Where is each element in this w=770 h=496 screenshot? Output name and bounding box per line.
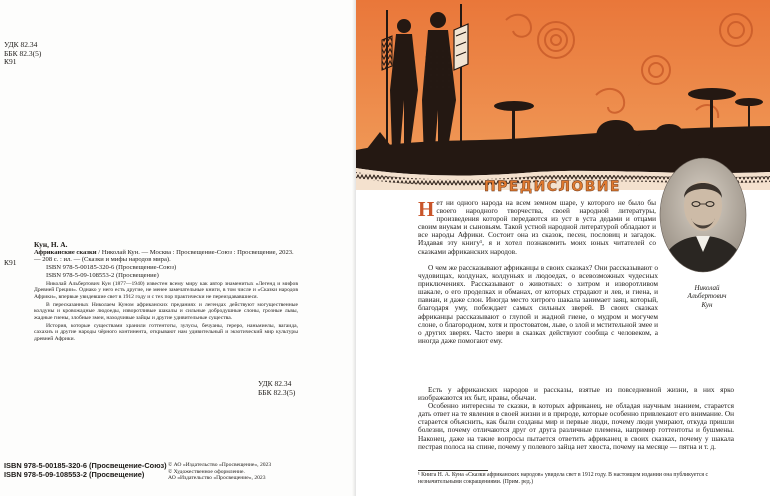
preface-text-lower: [418, 386, 734, 451]
caption-line: Николай: [694, 284, 720, 292]
bib-author: Кун, Н. А.: [34, 240, 68, 249]
author-portrait: [658, 156, 748, 274]
bbk-line: ББК 82.3(5): [4, 48, 42, 58]
preface-page: [356, 0, 770, 496]
udc-line: УДК 82.34: [258, 379, 292, 388]
imprint-page: [0, 0, 356, 496]
drop-cap: Н: [418, 197, 435, 221]
bib-annotation-1: Николай Альбертович Кун (1877—1940) известен всему миру как автор знаменитых «Легенд и мифов Древней Греции». Однако у него есть другие, не менее замечательные книги, в том числе и «Сказки народов Африки», впервые увидевшие свет в 1912 году и с тех пор практически не переиздававшиеся.: [34, 280, 298, 300]
bib-description: [34, 249, 298, 264]
udc-line: УДК 82.34: [4, 40, 38, 49]
author-mark-side: К91: [4, 258, 17, 267]
copyright-block: [168, 462, 352, 482]
paragraph-1: [418, 199, 656, 256]
udc-block-bottom: [258, 380, 295, 397]
paragraph-2: О чем же рассказывают африканцы в своих сказках? Они рассказывают о чудовищах, колдунах, колдуньях и людоедах, о всевозможных чудесных приключениях. Рассказывают о животных: о хитром и изворотливом шакале, о его проделках и обманах, от которых страдают и лев, и гиена, и павиан, и даже слон. Иногда место хитрого шакала занимает заяц, который, благодаря уму, побеждает самых сильных зверей. В своих сказках африканцы рассказывают о глупой и жадной гиене, о мудром и могучем слоне, о благородном, хотя и простоватом, льве, о злой и мстительной змее и о других зверях. Часто звери в сказках действуют сообща с человеком, а иногда даже помогают ему.: [418, 263, 658, 345]
bib-isbn-2: ISBN 978-5-09-108553-2 (Просвещение): [46, 271, 159, 279]
bib-title: Африканские сказки: [34, 248, 97, 256]
footnote-divider: [418, 470, 488, 471]
preface-text-wide: [418, 264, 734, 345]
bbk-line: ББК 82.3(5): [258, 387, 296, 397]
chapter-title: [484, 178, 621, 196]
copyright-line: © АО «Издательство «Просвещение», 2023: [168, 462, 272, 468]
preface-text-narrow: [418, 199, 656, 256]
bib-rest: / Николай Кун. — Москва : Просвещение-Союз : Просвещение, 2023. — 208 с. : ил. — (Сказки и мифы народов мира).: [34, 248, 294, 264]
bib-annotation-3: История, которые существами хранили готтентоты, зулусы, бечуаны, гереро, наньмиелы, вагаида, сахахиъ и другие народы чёрного континента, открывают нам удивительный и экзотический мир культуры древней Африки.: [34, 322, 298, 343]
paragraph-4: Особенно интересны те сказки, в которых африканец, не обладая научным знанием, старается дать ответ на те явления в своей жизни и в природе, которые особенно привлекают его внимание. Он старается объяснить, как были созданы мир и первые люди, почему люди умирают, откуда пришли болезни, почему отличаются друг от друга различные племена, например готтентоты и бушмены. Наконец, даже на такие вопросы пытается ответить африканец в своих сказках, почему у шакала пестрая полоса на спине, почему у полевого зайца нет хвоста, почему на месяце — пятна и т. д.: [418, 401, 734, 451]
udc-block-top: [4, 41, 41, 67]
copyright-line: © Художественное оформление.: [168, 468, 245, 475]
paragraph-1-text: ет ни одного народа на всем земном шаре, у которого не было бы своего народного творчества, своей народной литературы, произведения которой передаются из уст в уста дедами и отцами своим внукам и сыновьям. Такой устной народной литературой обладают и все народы Африки. Состоит она из сказок, песен, пословиц и загадок. Издавая эту книгу¹, я и хотел познакомить моих юных читателей со сказками африканских народов.: [418, 198, 656, 256]
isbn-block: [4, 462, 167, 479]
author-mark: К91: [4, 57, 17, 67]
isbn-line: ISBN 978-5-00185-320-6 (Просвещение-Союз): [4, 461, 167, 470]
caption-line: Кун: [701, 300, 713, 309]
copyright-line: АО «Издательство «Просвещение», 2023: [168, 475, 266, 482]
preface-title: ПРЕДИСЛОВИЕ: [484, 179, 621, 195]
paragraph-3: Есть у африканских народов и рассказы, взятые из повседневной жизни, в них ярко изображаются их быт, нравы, обычаи.: [418, 385, 734, 403]
caption-line: Альбертович: [687, 292, 727, 301]
footnote: ¹ Книга Н. А. Куна «Сказки африканских народов» увидела свет в 1912 году. В настоящем издании она публикуется с незначительными сокращениями. (Прим. ред.): [418, 472, 709, 485]
bibliographic-record: [34, 241, 298, 343]
bib-annotation-2: В пересказанных Николаем Куном африканских преданиях и легендах действуют могущественные колдуны и кровожадные людоеды, изворотливые шакалы и сильные добродушные слоны, грозные львы, жадные гиены, злобные змеи, находчивые зайцы и другие удивительные существа.: [34, 301, 298, 322]
bib-isbn-1: ISBN 978-5-00185-320-6 (Просвещение-Союз): [46, 264, 177, 272]
isbn-line: ISBN 978-5-09-108553-2 (Просвещение): [4, 469, 145, 479]
